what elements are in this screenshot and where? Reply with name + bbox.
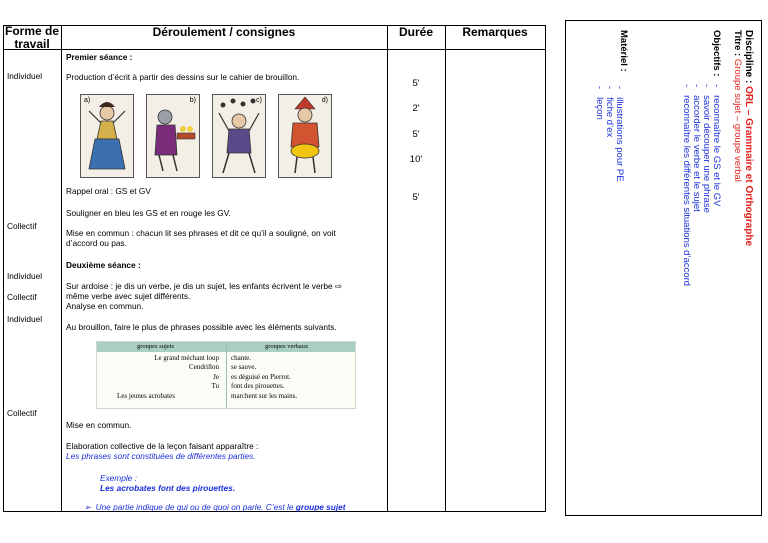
col-line-3 xyxy=(445,25,446,512)
groups-col-subjects: groupes sujets xyxy=(137,343,175,350)
picture-c xyxy=(212,94,266,178)
duration-4: 10' xyxy=(409,154,423,165)
picture-d-drawing xyxy=(279,95,331,177)
subject-5: Les jeunes acrobates xyxy=(117,392,175,400)
objectifs-label: Objectifs : xyxy=(711,30,722,77)
materiel-3: - leçon xyxy=(594,86,605,120)
picture-b xyxy=(146,94,200,178)
subject-4: Tu xyxy=(211,382,219,390)
session2-title: Deuxième séance : xyxy=(66,260,141,270)
header-mode: Forme de travail xyxy=(4,24,59,51)
duration-2: 2' xyxy=(412,103,420,114)
picture-d-label: d) xyxy=(321,97,328,104)
s2-line4: Elaboration collective de la leçon faisant apparaître : xyxy=(66,441,259,451)
s1-line2: Rappel oral : GS et GV xyxy=(66,186,151,196)
mode-collectif-3: Collectif xyxy=(7,408,37,418)
example-text: Les acrobates font des pirouettes. xyxy=(100,483,236,493)
objectif-1-text: reconnaître le GS et le GV xyxy=(711,95,722,207)
picture-c-label: c) xyxy=(256,97,262,104)
subject-2: Cendrillon xyxy=(189,363,219,371)
objectif-3: - accorder le verbe et le sujet xyxy=(691,84,702,212)
objectif-2: - savoir découper une phrase xyxy=(701,84,712,213)
header-steps: Déroulement / consignes xyxy=(152,25,296,39)
mode-individuel-1: Individuel xyxy=(7,71,43,81)
mode-collectif-1: Collectif xyxy=(7,221,37,231)
arrow-bullet-icon: ➢ xyxy=(84,502,91,512)
s2-line2: Au brouillon, faire le plus de phrases possible avec les éléments suivants. xyxy=(66,322,337,332)
verb-5: marchent sur les mains. xyxy=(231,392,298,400)
duration-1: 5' xyxy=(412,78,420,89)
s2-line3: Mise en commun. xyxy=(66,420,132,430)
bullet-line xyxy=(84,502,346,512)
groups-divider xyxy=(226,342,227,408)
objectif-2-text: savoir découper une phrase xyxy=(701,95,712,213)
mode-collectif-2: Collectif xyxy=(7,292,37,302)
example-label: Exemple : xyxy=(100,473,137,483)
picture-b-label: b) xyxy=(189,97,196,104)
materiel-1-text: illustrations pour PE xyxy=(614,97,625,182)
s2-line1a: Sur ardoise : je dis un verbe, je dis un sujet, les enfants écrivent le verbe ⇨ xyxy=(66,281,342,291)
session1-title: Premier séance : xyxy=(66,52,133,62)
titre-line xyxy=(732,30,742,182)
mode-individuel-2: Individuel xyxy=(7,271,43,281)
titre-value: Groupe sujet – groupe verbal xyxy=(732,58,743,182)
verb-4: font des pirouettes. xyxy=(231,382,285,390)
verb-2: se sauve. xyxy=(231,363,257,371)
s1-line3: Souligner en bleu les GS et en rouge les GV. xyxy=(66,208,231,218)
groups-col-verbs: groupes verbaux xyxy=(265,343,309,350)
header-duration: Durée xyxy=(398,25,433,39)
s2-line1c: Analyse en commun. xyxy=(66,301,144,311)
s2-line1b: même verbe avec sujet différents. xyxy=(66,291,191,301)
objectif-4: - reconnaître les différentes situations d’accord xyxy=(681,84,692,287)
bullet-strong: groupe sujet xyxy=(295,502,346,512)
materiel-3-text: leçon xyxy=(594,97,605,120)
discipline-value: ORL – Grammaire et Orthographe xyxy=(743,86,754,246)
s1-line1: Production d’écrit à partir des dessins sur le cahier de brouillon. xyxy=(66,72,300,82)
materiel-2: - fiche d’ex xyxy=(604,86,615,138)
subject-1: Le grand méchant loup xyxy=(154,354,219,362)
col-line-4 xyxy=(545,25,546,512)
discipline-line xyxy=(743,30,753,246)
picture-b-drawing xyxy=(147,95,199,177)
col-line-2 xyxy=(387,25,388,512)
header-remarks: Remarques xyxy=(462,25,528,39)
discipline-label: Discipline : xyxy=(743,30,754,84)
materiel-label: Matériel : xyxy=(618,30,629,72)
verb-1: chante. xyxy=(231,354,252,362)
picture-a xyxy=(80,94,134,178)
picture-c-drawing xyxy=(213,95,265,177)
s2-line5: Les phrases sont constituées de différentes parties. xyxy=(66,451,256,461)
col-line-1 xyxy=(61,25,62,512)
duration-3: 5' xyxy=(412,129,420,140)
subject-3: Je xyxy=(213,373,219,381)
objectif-4-text: reconnaître les différentes situations d’accord xyxy=(681,95,692,287)
objectif-1: - reconnaître le GS et le GV xyxy=(711,84,722,207)
mode-individuel-3: Individuel xyxy=(7,314,43,324)
picture-d xyxy=(278,94,332,178)
picture-a-drawing xyxy=(81,95,133,177)
bullet-text: Une partie indique de qui ou de quoi on parle. C’est le xyxy=(95,502,296,512)
header-divider xyxy=(3,49,546,50)
col-line-0 xyxy=(3,25,4,512)
objectif-3-text: accorder le verbe et le sujet xyxy=(691,95,702,212)
verb-3: es déguisé en Pierrot. xyxy=(231,373,291,381)
picture-a-label: a) xyxy=(84,97,91,104)
titre-label: Titre : xyxy=(732,30,743,57)
materiel-1: - illustrations pour PE xyxy=(614,86,625,182)
s1-line4b: d’accord ou pas. xyxy=(66,238,127,248)
duration-5: 5' xyxy=(412,192,420,203)
s1-line4a: Mise en commun : chacun lit ses phrases et dit ce qu’il a souligné, on voit xyxy=(66,228,336,238)
groups-table xyxy=(96,341,356,409)
materiel-2-text: fiche d’ex xyxy=(604,97,615,138)
